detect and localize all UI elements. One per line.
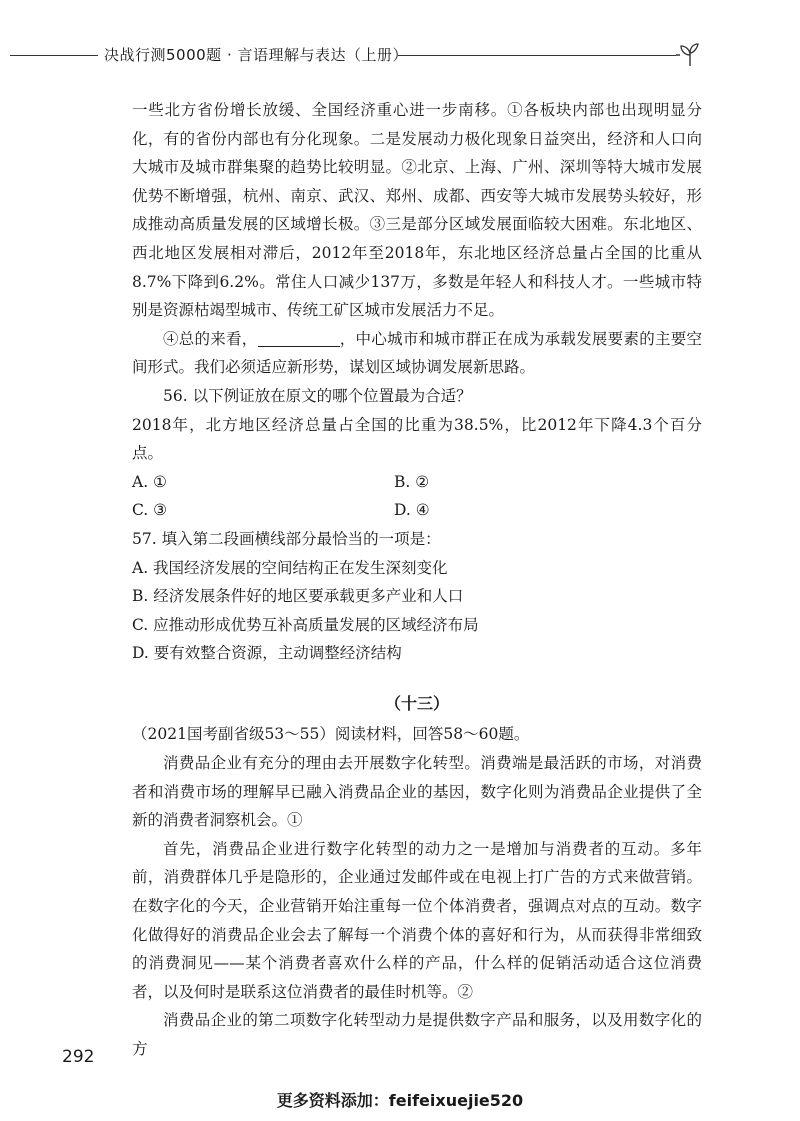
section-title: （十三） — [384, 693, 449, 713]
option-a[interactable]: A. 我国经济发展的空间结构正在发生深刻变化 — [132, 558, 448, 577]
section-intro: （2021国考副省级53～55）阅读材料，回答58～60题。 — [132, 725, 530, 744]
passage-paragraph-blank — [132, 325, 702, 382]
option-c[interactable]: C. ③ — [132, 501, 168, 520]
header-rule-left — [10, 55, 98, 56]
sprout-icon — [676, 40, 704, 68]
question-56-options-row — [132, 468, 702, 497]
option-b[interactable]: B. 经济发展条件好的地区要承载更多产业和人口 — [132, 587, 464, 606]
option-c[interactable]: C. 应推动形成优势互补高质量发展的区域经济布局 — [132, 615, 479, 634]
question-56-options-row — [132, 496, 702, 525]
running-header — [0, 40, 800, 70]
material-paragraph: 消费品企业的第二项数字化转型动力是提供数字产品和服务，以及用数字化的方 — [132, 1011, 702, 1058]
option-d[interactable]: D. 要有效整合资源，主动调整经济结构 — [132, 644, 402, 663]
page-number: 292 — [62, 1047, 95, 1067]
book-title: 决战行测5000题 · 言语理解与表达（上册） — [104, 46, 408, 64]
passage-text: ，中心城市和城市群正在成为承载发展要素的主要空间形式。我们必须适应新形势，谋划区域协调发展新思路。 — [132, 329, 702, 377]
passage-paragraph: 一些北方省份增长放缓、全国经济重心进一步南移。①各板块内部也出现明显分化，有的省份内部也有分化现象。二是发展动力极化现象日益突出，经济和人口向大城市及城市群集聚的趋势比较明显。②北京、上海、广州、深圳等特大城市发展优势不断增强，杭州、南京、武汉、郑州、成都、西安等大城市发展势头较好，形成推动高质量发展的区域增长极。③三是部分区域发展面临较大困难。东北地区、西北地区发展相对滞后，2012年至2018年，东北地区经济总量占全国的比重从8.7%下降到6.2%。常住人口减少137万，多数是年轻人和科技人才。一些城市特别是资源枯竭型城市、传统工矿区城市发展活力不足。 — [132, 101, 702, 320]
fill-blank-line — [258, 330, 340, 347]
question-56-example: 2018年，北方地区经济总量占全国的比重为38.5%，比2012年下降4.3个百分点。 — [132, 415, 702, 463]
option-d[interactable]: D. ④ — [394, 501, 430, 520]
page-content — [132, 96, 702, 1064]
passage-text: ④总的来看， — [163, 329, 258, 348]
option-b[interactable]: B. ② — [394, 472, 430, 491]
header-rule-right — [398, 55, 676, 56]
material-paragraph: 消费品企业有充分的理由去开展数字化转型。消费端是最活跃的市场，对消费者和消费市场的理解早已融入消费品企业的基因，数字化则为消费品企业提供了全新的消费者洞察机会。① — [132, 754, 702, 830]
question-57-stem: 57. 填入第二段画横线部分最恰当的一项是： — [132, 529, 441, 548]
option-a[interactable]: A. ① — [132, 472, 167, 491]
footer-note: 更多资料添加：feifeixuejie520 — [276, 1091, 524, 1110]
material-paragraph: 首先，消费品企业进行数字化转型的动力之一是增加与消费者的互动。多年前，消费群体几乎是隐形的，企业通过发邮件或在电视上打广告的方式来做营销。在数字化的今天，企业营销开始注重每一位个体消费者，强调点对点的互动。数字化做得好的消费品企业会去了解每一个消费个体的喜好和行为，从而获得非常细致的消费洞见——某个消费者喜欢什么样的产品，什么样的促销活动适合这位消费者，以及何时是联系这位消费者的最佳时机等。② — [132, 839, 702, 1001]
question-56-stem: 56. 以下例证放在原文的哪个位置最为合适？ — [163, 386, 472, 405]
